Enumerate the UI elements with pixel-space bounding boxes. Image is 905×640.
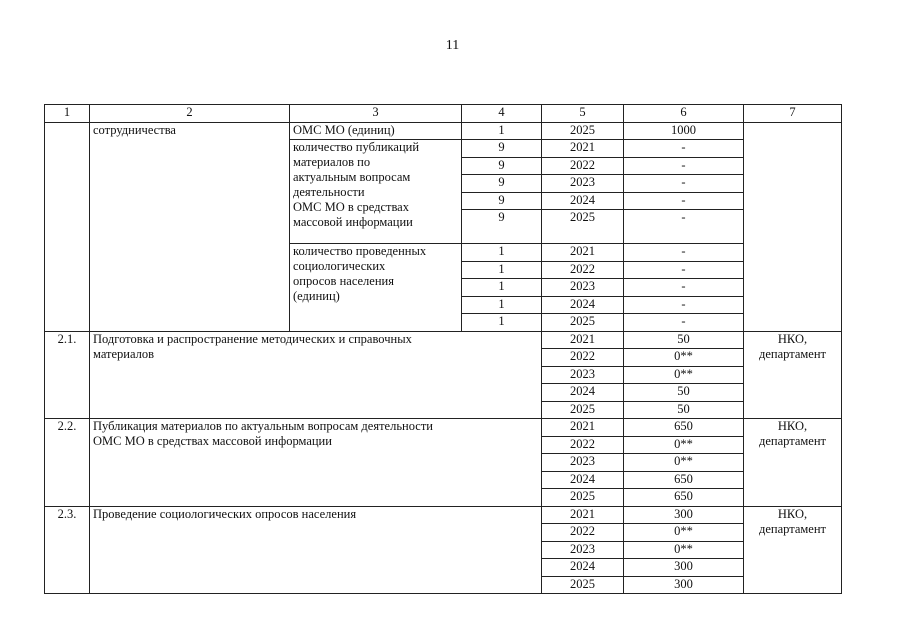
indicator-base-cell: 1 — [462, 279, 542, 297]
executor-cell — [744, 506, 842, 594]
indicator-surveys-cell — [290, 244, 462, 332]
section-number: 2.3. — [45, 506, 90, 594]
value-cell: - — [624, 175, 744, 193]
section-number: 2.2. — [45, 419, 90, 507]
year-cell: 2024 — [542, 559, 624, 577]
indicator-line: материалов по — [293, 155, 371, 169]
header-col-1: 1 — [45, 105, 90, 123]
value-cell: 0** — [624, 436, 744, 454]
section-text-line: материалов — [93, 346, 155, 361]
year-cell: 2023 — [542, 541, 624, 559]
year-cell: 2023 — [542, 175, 624, 193]
indicator-line: количество публикаций — [293, 140, 420, 154]
value-cell: 50 — [624, 384, 744, 402]
header-row — [45, 105, 842, 123]
header-col-6: 6 — [624, 105, 744, 123]
indicator-line: ОМС МО в средствах — [293, 200, 409, 214]
program-table — [44, 104, 842, 594]
header-col-2: 2 — [90, 105, 290, 123]
value-cell: 50 — [624, 331, 744, 349]
header-col-3: 3 — [290, 105, 462, 123]
executor-line: департамент — [758, 434, 826, 448]
continuation-text-cell: сотрудничества — [90, 122, 290, 331]
year-cell: 2025 — [542, 401, 624, 419]
value-cell: - — [624, 244, 744, 262]
executor-line: департамент — [758, 521, 826, 536]
year-cell: 2021 — [542, 331, 624, 349]
year-cell: 2025 — [542, 210, 624, 244]
executor-line: департамент — [758, 346, 826, 361]
year-cell: 2023 — [542, 366, 624, 384]
section-text-line: Публикация материалов по актуальным вопросам деятельности — [93, 419, 433, 433]
year-cell: 2025 — [542, 576, 624, 594]
indicator-line: деятельности — [293, 185, 365, 199]
indicator-publications-cell — [290, 140, 462, 244]
year-cell: 2021 — [542, 419, 624, 437]
year-cell: 2024 — [542, 192, 624, 210]
continuation-num-cell — [45, 122, 90, 331]
year-cell: 2021 — [542, 244, 624, 262]
executor-cell — [744, 419, 842, 507]
indicator-cell: ОМС МО (единиц) — [290, 122, 462, 140]
year-cell: 2025 — [542, 122, 624, 140]
executor-line: НКО, — [777, 331, 808, 346]
table-row — [45, 331, 842, 349]
indicator-line: (единиц) — [293, 289, 340, 303]
year-cell: 2024 — [542, 296, 624, 314]
year-cell: 2022 — [542, 261, 624, 279]
year-cell: 2021 — [542, 140, 624, 158]
year-cell: 2023 — [542, 454, 624, 472]
header-col-5: 5 — [542, 105, 624, 123]
indicator-base-cell: 1 — [462, 261, 542, 279]
value-cell: 0** — [624, 541, 744, 559]
section-text-line: Проведение социологических опросов населения — [93, 506, 357, 521]
value-cell: 300 — [624, 559, 744, 577]
value-cell: 650 — [624, 489, 744, 507]
indicator-line: актуальным вопросам — [293, 170, 411, 184]
value-cell: 0** — [624, 524, 744, 542]
value-cell: - — [624, 140, 744, 158]
indicator-line: количество проведенных — [293, 244, 427, 258]
indicator-line: массовой информации — [293, 215, 413, 229]
section-text-line: ОМС МО в средствах массовой информации — [93, 434, 332, 448]
value-cell: 50 — [624, 401, 744, 419]
value-cell: 650 — [624, 419, 744, 437]
indicator-base-cell: 1 — [462, 122, 542, 140]
year-cell: 2025 — [542, 489, 624, 507]
indicator-line: социологических — [293, 259, 386, 273]
value-cell: - — [624, 192, 744, 210]
value-cell: 1000 — [624, 122, 744, 140]
section-number: 2.1. — [45, 331, 90, 419]
year-cell: 2025 — [542, 314, 624, 332]
indicator-base-cell: 1 — [462, 296, 542, 314]
value-cell: 0** — [624, 349, 744, 367]
executor-cell — [744, 122, 842, 331]
value-cell: 0** — [624, 454, 744, 472]
year-cell: 2022 — [542, 524, 624, 542]
value-cell: 300 — [624, 506, 744, 524]
indicator-base-cell: 9 — [462, 140, 542, 158]
value-cell: - — [624, 314, 744, 332]
table-row — [45, 419, 842, 437]
indicator-base-cell: 9 — [462, 210, 542, 244]
year-cell: 2022 — [542, 157, 624, 175]
indicator-line: опросов населения — [293, 274, 394, 288]
header-col-7: 7 — [744, 105, 842, 123]
value-cell: - — [624, 296, 744, 314]
executor-line: НКО, — [777, 419, 808, 433]
value-cell: - — [624, 157, 744, 175]
section-text-line: Подготовка и распространение методических и справочных — [93, 331, 412, 346]
page-number: 11 — [445, 38, 460, 53]
value-cell: 0** — [624, 366, 744, 384]
table-row — [45, 122, 842, 140]
indicator-base-cell: 9 — [462, 192, 542, 210]
value-cell: - — [624, 210, 744, 244]
year-cell: 2024 — [542, 471, 624, 489]
header-col-4: 4 — [462, 105, 542, 123]
indicator-base-cell: 1 — [462, 244, 542, 262]
table-row — [45, 506, 842, 524]
year-cell: 2023 — [542, 279, 624, 297]
year-cell: 2022 — [542, 349, 624, 367]
value-cell: 300 — [624, 576, 744, 594]
year-cell: 2021 — [542, 506, 624, 524]
value-cell: - — [624, 279, 744, 297]
value-cell: - — [624, 261, 744, 279]
year-cell: 2022 — [542, 436, 624, 454]
indicator-base-cell: 9 — [462, 157, 542, 175]
indicator-base-cell: 1 — [462, 314, 542, 332]
value-cell: 650 — [624, 471, 744, 489]
year-cell: 2024 — [542, 384, 624, 402]
indicator-base-cell: 9 — [462, 175, 542, 193]
section-text — [90, 506, 542, 594]
section-text — [90, 419, 542, 507]
executor-cell — [744, 331, 842, 419]
section-text — [90, 331, 542, 419]
executor-line: НКО, — [777, 506, 808, 521]
